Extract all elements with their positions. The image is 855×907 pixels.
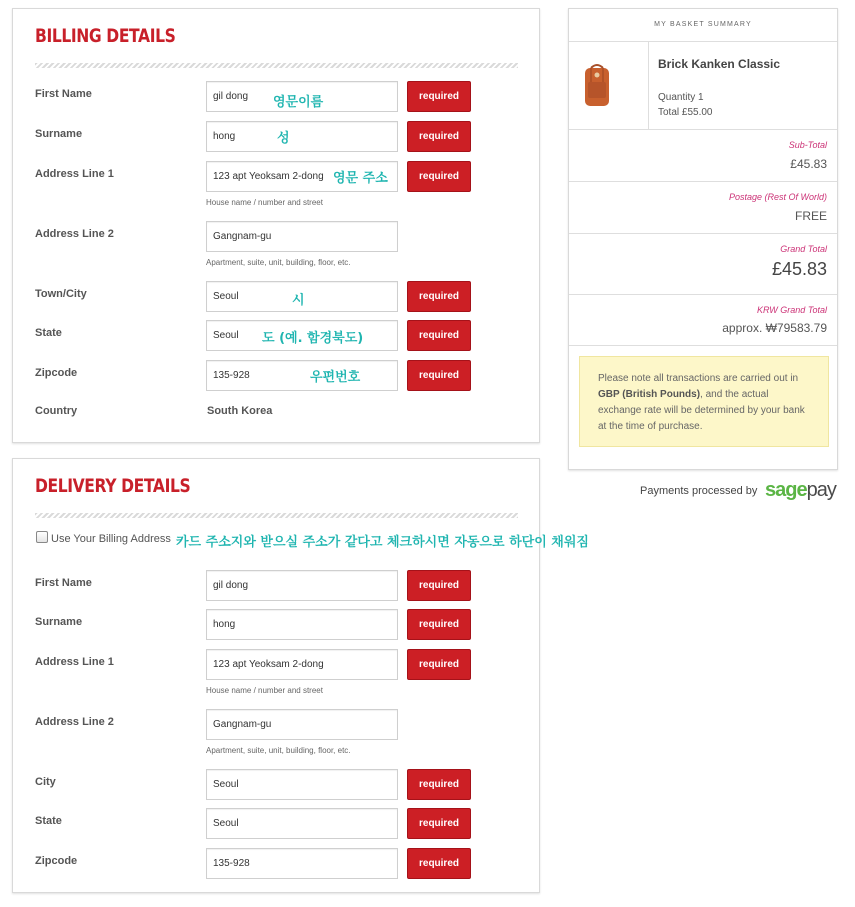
postage-label: Postage (Rest Of World): [728, 192, 827, 202]
delivery-zipcode-input[interactable]: 135-928: [206, 848, 398, 879]
basket-summary-panel: [568, 8, 838, 470]
annotation-use-billing: 카드 주소지와 받으실 주소가 같다고 체크하시면 자동으로 하단이 채워짐: [176, 535, 589, 550]
notice-currency: GBP (British Pounds): [598, 389, 701, 400]
notice-text: , and the actual exchange rate will be determined by your bank at the time of purchase.: [598, 389, 805, 432]
required-badge: required: [407, 808, 471, 839]
use-billing-address-label[interactable]: Use Your Billing Address: [51, 533, 171, 545]
annotation-state: 도 (예. 함경북도): [262, 331, 364, 346]
krw-total-value: approx. ₩79583.79: [722, 321, 827, 335]
required-badge: required: [407, 360, 471, 391]
required-badge: required: [407, 769, 471, 800]
town-city-label: Town/City: [35, 288, 87, 300]
divider: [648, 41, 649, 129]
required-badge: required: [407, 570, 471, 601]
address-line-2-label: Address Line 2: [35, 228, 114, 240]
product-quantity: Quantity 1: [658, 92, 704, 103]
state-label: State: [35, 327, 62, 339]
zipcode-label: Zipcode: [35, 367, 78, 379]
billing-details-panel: [12, 8, 540, 443]
delivery-surname-input[interactable]: hong: [206, 609, 398, 640]
city-label: City: [35, 776, 56, 788]
title-divider: [35, 513, 518, 518]
title-divider: [35, 63, 518, 68]
delivery-address2-input[interactable]: Gangnam-gu: [206, 709, 398, 740]
annotation-surname: 성: [277, 131, 290, 146]
required-badge: required: [407, 609, 471, 640]
address-line-1-hint: House name / number and street: [206, 686, 323, 695]
divider: [569, 41, 837, 42]
product-total: Total £55.00: [658, 107, 713, 118]
delivery-details-panel: [12, 458, 540, 893]
product-image: [582, 62, 612, 108]
billing-title: BILLING DETAILS: [35, 25, 176, 47]
address-line-1-hint: House name / number and street: [206, 198, 323, 207]
annotation-city: 시: [292, 293, 305, 308]
delivery-title: DELIVERY DETAILS: [35, 475, 191, 497]
address-line-2-hint: Apartment, suite, unit, building, floor, etc.: [206, 746, 351, 755]
billing-town-input[interactable]: Seoul: [206, 281, 398, 312]
delivery-first-name-input[interactable]: gil dong: [206, 570, 398, 601]
delivery-state-input[interactable]: Seoul: [206, 808, 398, 839]
address-line-1-label: Address Line 1: [35, 168, 114, 180]
billing-zipcode-input[interactable]: 135-928: [206, 360, 398, 391]
billing-first-name-input[interactable]: gil dong: [206, 81, 398, 112]
address-line-2-label: Address Line 2: [35, 716, 114, 728]
subtotal-value: £45.83: [790, 157, 827, 171]
state-label: State: [35, 815, 62, 827]
divider: [569, 345, 837, 346]
required-badge: required: [407, 848, 471, 879]
first-name-label: First Name: [35, 577, 92, 589]
address-line-2-hint: Apartment, suite, unit, building, floor, etc.: [206, 258, 351, 267]
billing-address2-input[interactable]: Gangnam-gu: [206, 221, 398, 252]
required-badge: required: [407, 121, 471, 152]
divider: [569, 233, 837, 234]
surname-label: Surname: [35, 616, 83, 628]
grand-total-value: £45.83: [771, 259, 827, 279]
surname-label: Surname: [35, 128, 83, 140]
delivery-city-input[interactable]: Seoul: [206, 769, 398, 800]
required-badge: required: [407, 320, 471, 351]
billing-state-input[interactable]: Seoul: [206, 320, 398, 351]
payments-processed-text: Payments processed by: [640, 485, 758, 497]
zipcode-label: Zipcode: [35, 855, 78, 867]
notice-text: Please note all transactions are carried out in: [598, 373, 799, 384]
basket-title: MY BASKET SUMMARY: [654, 21, 752, 28]
currency-notice: [579, 356, 829, 447]
required-badge: required: [407, 161, 471, 192]
use-billing-address-checkbox[interactable]: [36, 531, 48, 543]
divider: [569, 129, 837, 130]
postage-value: FREE: [794, 209, 827, 223]
required-badge: required: [407, 281, 471, 312]
country-label: Country: [35, 405, 78, 417]
subtotal-label: Sub-Total: [788, 140, 827, 150]
krw-total-label: KRW Grand Total: [756, 305, 827, 315]
required-badge: required: [407, 81, 471, 112]
address-line-1-label: Address Line 1: [35, 656, 114, 668]
product-name[interactable]: Brick Kanken Classic: [658, 57, 781, 71]
billing-address1-input[interactable]: 123 apt Yeoksam 2-dong: [206, 161, 398, 192]
annotation-first-name: 영문이름: [273, 95, 324, 110]
delivery-address1-input[interactable]: 123 apt Yeoksam 2-dong: [206, 649, 398, 680]
annotation-address: 영문 주소: [333, 171, 388, 186]
first-name-label: First Name: [35, 88, 92, 100]
required-badge: required: [407, 649, 471, 680]
divider: [569, 294, 837, 295]
sagepay-logo: sagepay: [765, 479, 836, 501]
backpack-icon: [582, 62, 612, 108]
country-value: South Korea: [207, 405, 273, 417]
billing-surname-input[interactable]: hong: [206, 121, 398, 152]
divider: [569, 181, 837, 182]
annotation-zipcode: 우편번호: [310, 370, 361, 385]
grand-total-label: Grand Total: [780, 244, 827, 254]
